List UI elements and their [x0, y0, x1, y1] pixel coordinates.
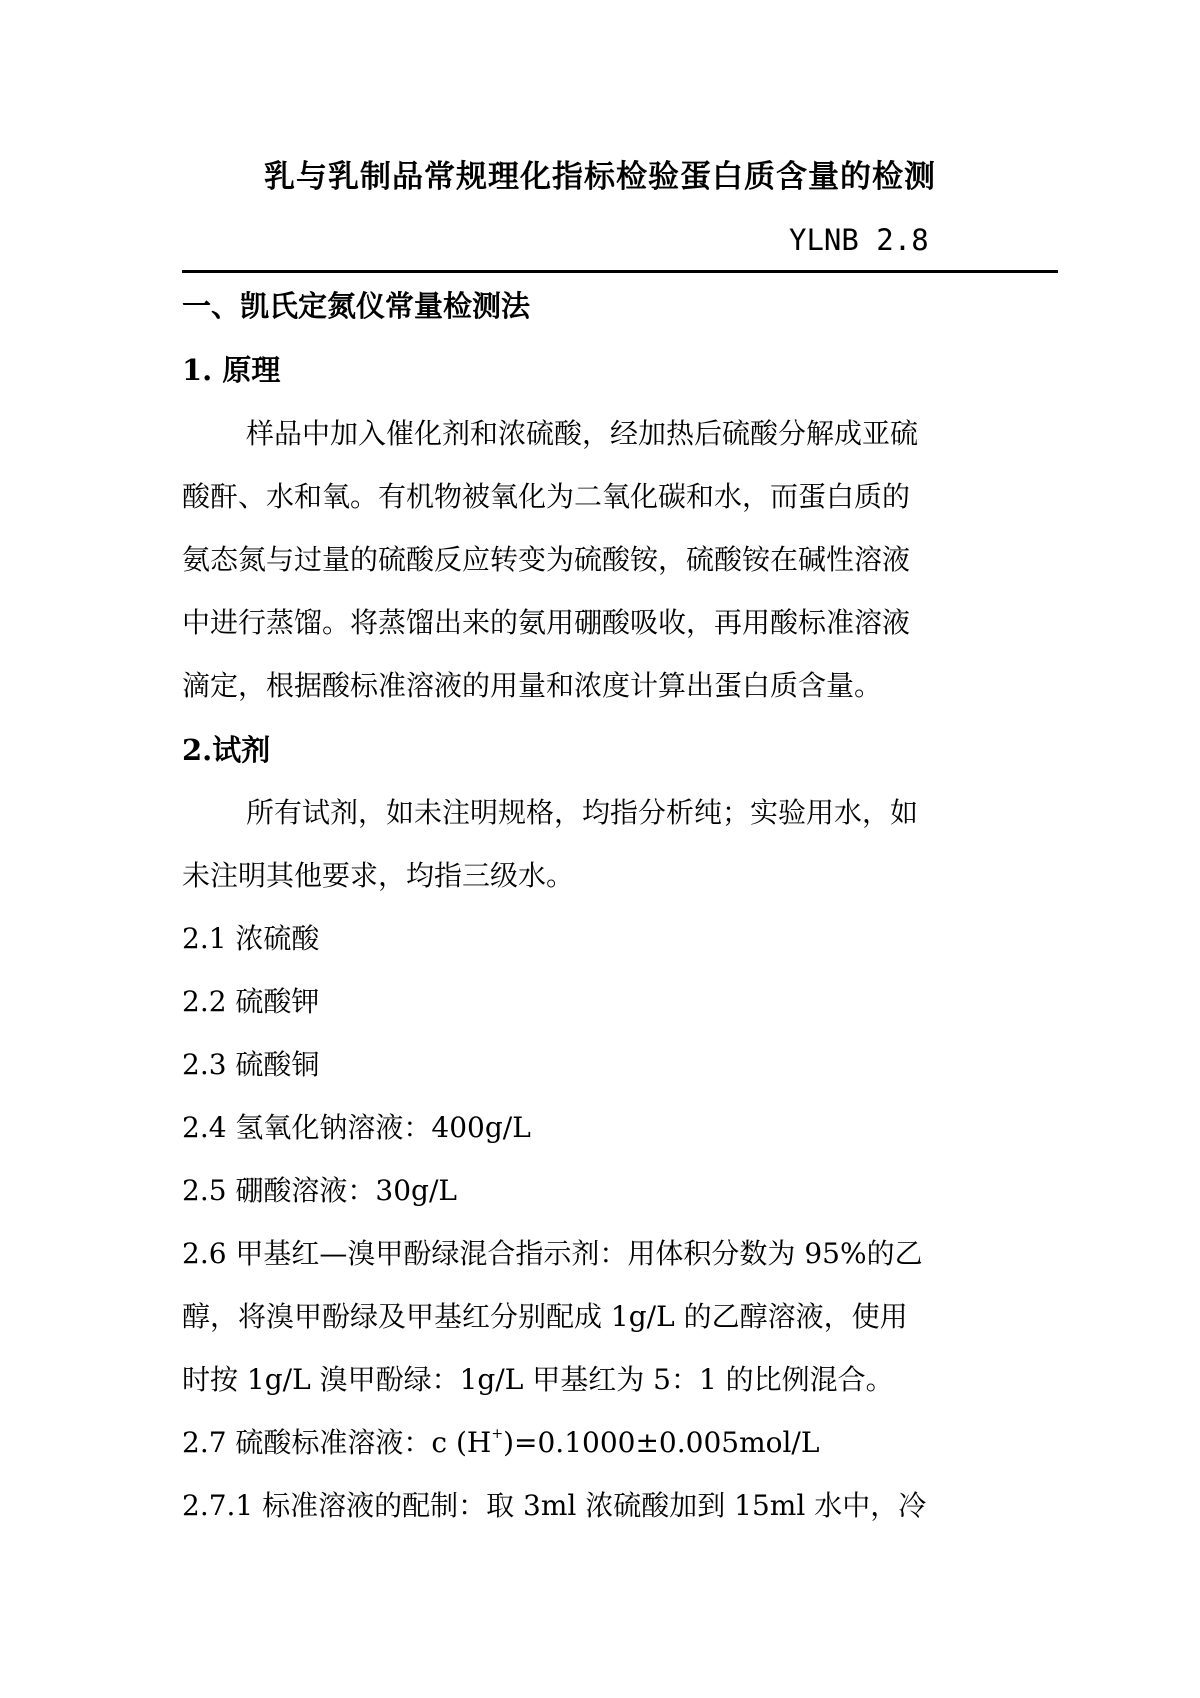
- reagent-2-6-line: 2.6 甲基红—溴甲酚绿混合指示剂：用体积分数为 95%的乙: [182, 1237, 923, 1270]
- document-title: 乳与乳制品常规理化指标检验蛋白质含量的检测: [264, 159, 936, 195]
- reagents-intro-line: 未注明其他要求，均指三级水。: [182, 859, 575, 892]
- principle-heading: 1. 原理: [182, 353, 281, 387]
- principle-line: 中进行蒸馏。将蒸馏出来的氨用硼酸吸收，再用酸标准溶液: [182, 606, 911, 639]
- reagent-2-7: [182, 1423, 819, 1463]
- reagent-item: 2.2 硫酸钾: [182, 985, 320, 1018]
- principle-line: 酸酐、水和氧。有机物被氧化为二氧化碳和水，而蛋白质的: [182, 480, 911, 513]
- document-code: YLNB 2.8: [789, 223, 929, 257]
- header-rule: [182, 270, 1058, 273]
- reagent-2-6-line: 时按 1g/L 溴甲酚绿：1g/L 甲基红为 5：1 的比例混合。: [182, 1363, 894, 1396]
- principle-line: 滴定，根据酸标准溶液的用量和浓度计算出蛋白质含量。: [182, 669, 883, 702]
- reagent-2-7-1: 2.7.1 标准溶液的配制：取 3ml 浓硫酸加到 15ml 水中，冷: [182, 1489, 927, 1522]
- principle-line: 样品中加入催化剂和浓硫酸，经加热后硫酸分解成亚硫: [246, 417, 919, 450]
- reagent-item: 2.3 硫酸铜: [182, 1048, 320, 1081]
- reagent-item: 2.4 氢氧化钠溶液：400g/L: [182, 1111, 531, 1144]
- reagent-2-6-line: 醇，将溴甲酚绿及甲基红分别配成 1g/L 的乙醇溶液，使用: [182, 1300, 908, 1333]
- section-heading: 一、凯氏定氮仪常量检测法: [182, 289, 531, 323]
- hydrogen-ion-charge: +: [491, 1426, 504, 1442]
- reagents-heading: 2.试剂: [182, 733, 271, 767]
- principle-line: 氨态氮与过量的硫酸反应转变为硫酸铵，硫酸铵在碱性溶液: [182, 543, 911, 576]
- reagent-item: 2.1 浓硫酸: [182, 922, 320, 955]
- reagents-intro-line: 所有试剂，如未注明规格，均指分析纯；实验用水，如: [246, 796, 919, 829]
- reagent-2-7-prefix: 2.7 硫酸标准溶液：c (H: [182, 1426, 492, 1459]
- reagent-item: 2.5 硼酸溶液：30g/L: [182, 1174, 458, 1207]
- reagent-2-7-suffix: )=0.1000±0.005mol/L: [503, 1426, 820, 1459]
